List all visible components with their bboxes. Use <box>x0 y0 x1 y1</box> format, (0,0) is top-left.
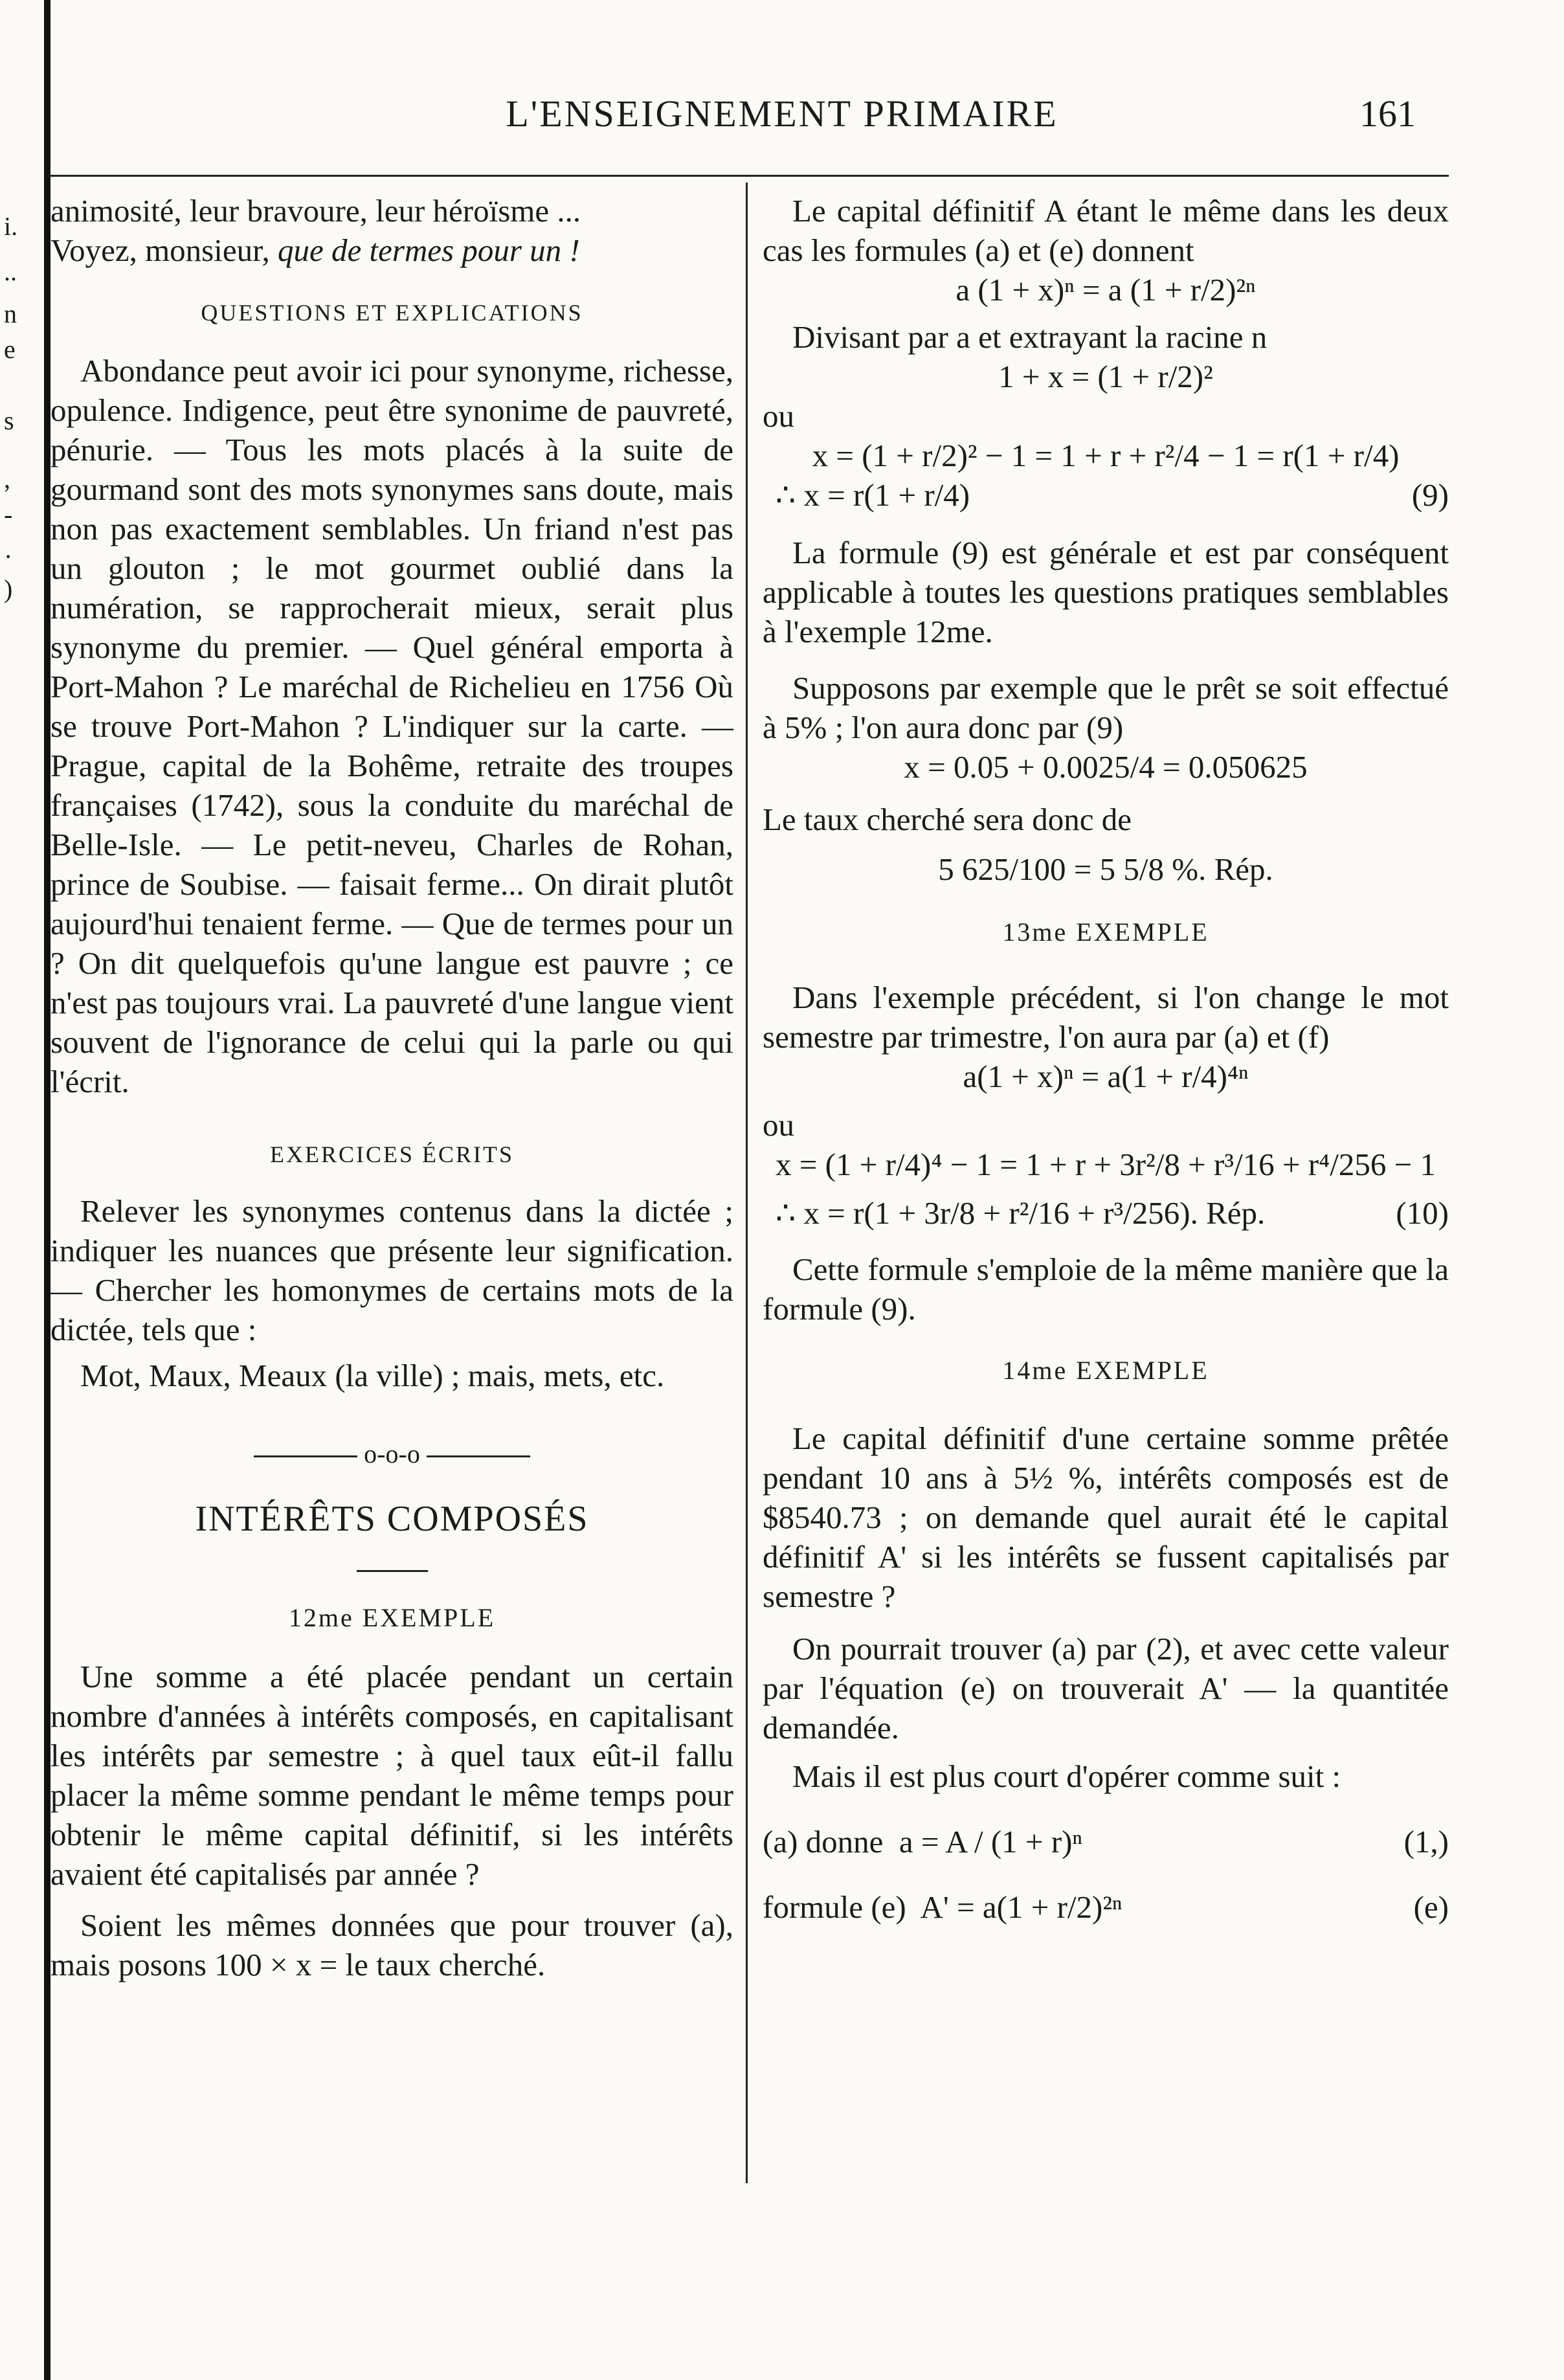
paragraph: Le taux cherché sera donc de <box>763 802 1132 837</box>
questions-text: Abondance peut avoir ici pour synonyme, richesse, opulence. Indigence, peut être synonime de pauvreté, pénurie. — Tous les mots placés à la suite de gourmand sont des mots synonymes sans doute, mais non pas exactement semblables. Un friand n'est pas un glouton ; le mot gourmet oublié dans la numération, se rapprocherait mieux, serait plus synonyme du premier. — Quel général emporta à Port-Mahon ? Le maréchal de Richelieu en 1756 Où se trouve Port-Mahon ? L'indiquer sur la carte. — Prague, capital de la Bohême, retraite des troupes françaises (1742), sous la conduite du maréchal de Belle-Isle. — Le petit-neveu, Charles de Rohan, prince de Soubise. — faisait ferme... On dirait plutôt aujourd'hui tenaient ferme. — Que de termes pour un ? On dit quelquefois qu'une langue est pauvre ; ce n'est pas toujours vrai. La pauvreté d'une langue vient souvent de l'ignorance de celui qui la parle ou qui l'écrit. <box>50 353 733 1099</box>
ornament-text: o-o-o <box>364 1439 420 1468</box>
example14-heading: 14me EXEMPLE <box>1002 1356 1209 1385</box>
exercices-examples: Mot, Maux, Meaux (la ville) ; mais, mets, etc. <box>80 1358 665 1393</box>
equation: ∴ x = r(1 + 3r/8 + r²/16 + r³/256). Rép. <box>776 1195 1266 1231</box>
ou-text: ou <box>763 398 794 434</box>
ou-text: ou <box>763 1107 794 1143</box>
paragraph: Le capital définitif A étant le même dans les deux cas les formules (a) et (e) donnent <box>763 193 1449 268</box>
equation: ∴ x = r(1 + r/4) <box>776 477 970 513</box>
equation-prefix: (a) donne <box>763 1824 884 1859</box>
exercices-text: Relever les synonymes contenus dans la dictée ; indiquer les nuances que présente leur signification. — Chercher les homonymes de certains mots de la dictée, tels que : <box>50 1193 733 1347</box>
equation-line <box>763 1822 1082 1861</box>
running-title: L'ENSEIGNEMENT PRIMAIRE <box>506 93 1058 135</box>
exercices-heading: EXERCICES ÉCRITS <box>269 1141 515 1167</box>
intro-paragraph: animosité, leur bravoure, leur héroïsme ... <box>50 193 581 229</box>
equation: a(1 + x)ⁿ = a(1 + r/4)⁴ⁿ <box>963 1059 1249 1094</box>
equation-prefix: formule (e) <box>763 1889 906 1925</box>
example12-given: Soient les mêmes données que pour trouver (a), mais posons 100 × x = le taux cherché. <box>50 1907 733 1982</box>
equation-row <box>763 1822 1449 1861</box>
equation-row <box>763 475 1449 515</box>
paragraph: La formule (9) est générale et est par conséquent applicable à toutes les questions pratiques semblables à l'exemple 12me. <box>763 535 1449 649</box>
equation-number: (9) <box>1411 477 1449 513</box>
equation: a = A / (1 + r)ⁿ <box>899 1824 1082 1859</box>
margin-fragment: , <box>4 464 10 493</box>
example13-heading: 13me EXEMPLE <box>1002 917 1209 947</box>
equation-number: (10) <box>1396 1195 1449 1231</box>
margin-fragment: · <box>4 542 13 571</box>
equation: x = 0.05 + 0.0025/4 = 0.050625 <box>904 749 1308 785</box>
paragraph: Supposons par exemple que le prêt se soit effectué à 5% ; l'on aura donc par (9) <box>763 670 1449 745</box>
header-rule <box>50 175 1449 177</box>
paragraph: Le capital définitif d'une certaine somme prêtée pendant 10 ans à 5½ %, intérêts composés est de $8540.73 ; on demande quel aurait été le capital définitif A' si les intérêts se fussent capitalisés par semestre ? <box>763 1420 1449 1614</box>
margin-fragment: - <box>4 500 13 529</box>
equation: 1 + x = (1 + r/2)² <box>998 359 1213 394</box>
binding-edge <box>44 0 50 2380</box>
equation-row <box>763 1887 1449 1927</box>
example12-heading: 12me EXEMPLE <box>288 1603 496 1632</box>
example12-text: Une somme a été placée pendant un certain nombre d'années à intérêts composés, en capitalisant les intérêts par semestre ; à quel taux eût-il fallu placer la même somme pendant le même temps pour obtenir le même capital définitif, si les intérêts avaient été capitalisés par année ? <box>50 1659 733 1892</box>
left-column <box>50 191 733 1984</box>
page-number: 161 <box>1359 93 1416 135</box>
equation: x = (1 + r/2)² − 1 = 1 + r + r²/4 − 1 = r(1 + r/4) <box>812 438 1400 473</box>
right-column <box>763 191 1449 1927</box>
intro-quote <box>50 230 733 270</box>
margin-fragment: i. <box>4 212 18 241</box>
intro-quote-italic: que de termes pour un ! <box>277 232 580 268</box>
margin-fragment: .. <box>4 257 17 286</box>
paragraph: Dans l'exemple précédent, si l'on change le mot semestre par trimestre, l'on aura par (a) et (f) <box>763 980 1449 1055</box>
paragraph: On pourrait trouver (a) par (2), et avec cette valeur par l'équation (e) on trouverait A' — la quantitée demandée. <box>763 1631 1449 1746</box>
intro-quote-text: Voyez, monsieur, <box>50 232 278 268</box>
equation-number: (e) <box>1413 1889 1449 1925</box>
section-ornament <box>50 1434 733 1474</box>
equation: a (1 + x)ⁿ = a (1 + r/2)²ⁿ <box>955 272 1256 308</box>
paragraph: Cette formule s'emploie de la même manière que la formule (9). <box>763 1252 1449 1327</box>
title-rule <box>357 1570 428 1572</box>
equation-line <box>763 1887 1122 1927</box>
equation: x = (1 + r/4)⁴ − 1 = 1 + r + 3r²/8 + r³/16 + r⁴/256 − 1 <box>776 1147 1436 1182</box>
questions-heading: QUESTIONS ET EXPLICATIONS <box>201 300 583 326</box>
margin-fragment: e <box>4 335 16 364</box>
equation-row <box>763 1193 1449 1233</box>
margin-fragment: ) <box>4 574 13 603</box>
ornament-dash <box>427 1455 530 1457</box>
margin-fragment: n <box>4 299 17 328</box>
ornament-dash <box>254 1455 357 1457</box>
equation: 5 625/100 = 5 5/8 %. Rép. <box>938 851 1273 887</box>
section-title: INTÉRÊTS COMPOSÉS <box>195 1499 589 1539</box>
paragraph: Mais il est plus court d'opérer comme suit : <box>792 1758 1341 1794</box>
column-divider <box>746 183 748 2183</box>
margin-fragment: s <box>4 406 14 435</box>
paragraph: Divisant par a et extrayant la racine n <box>792 319 1268 355</box>
equation-number: (1,) <box>1403 1824 1449 1859</box>
equation: A' = a(1 + r/2)²ⁿ <box>920 1889 1123 1925</box>
